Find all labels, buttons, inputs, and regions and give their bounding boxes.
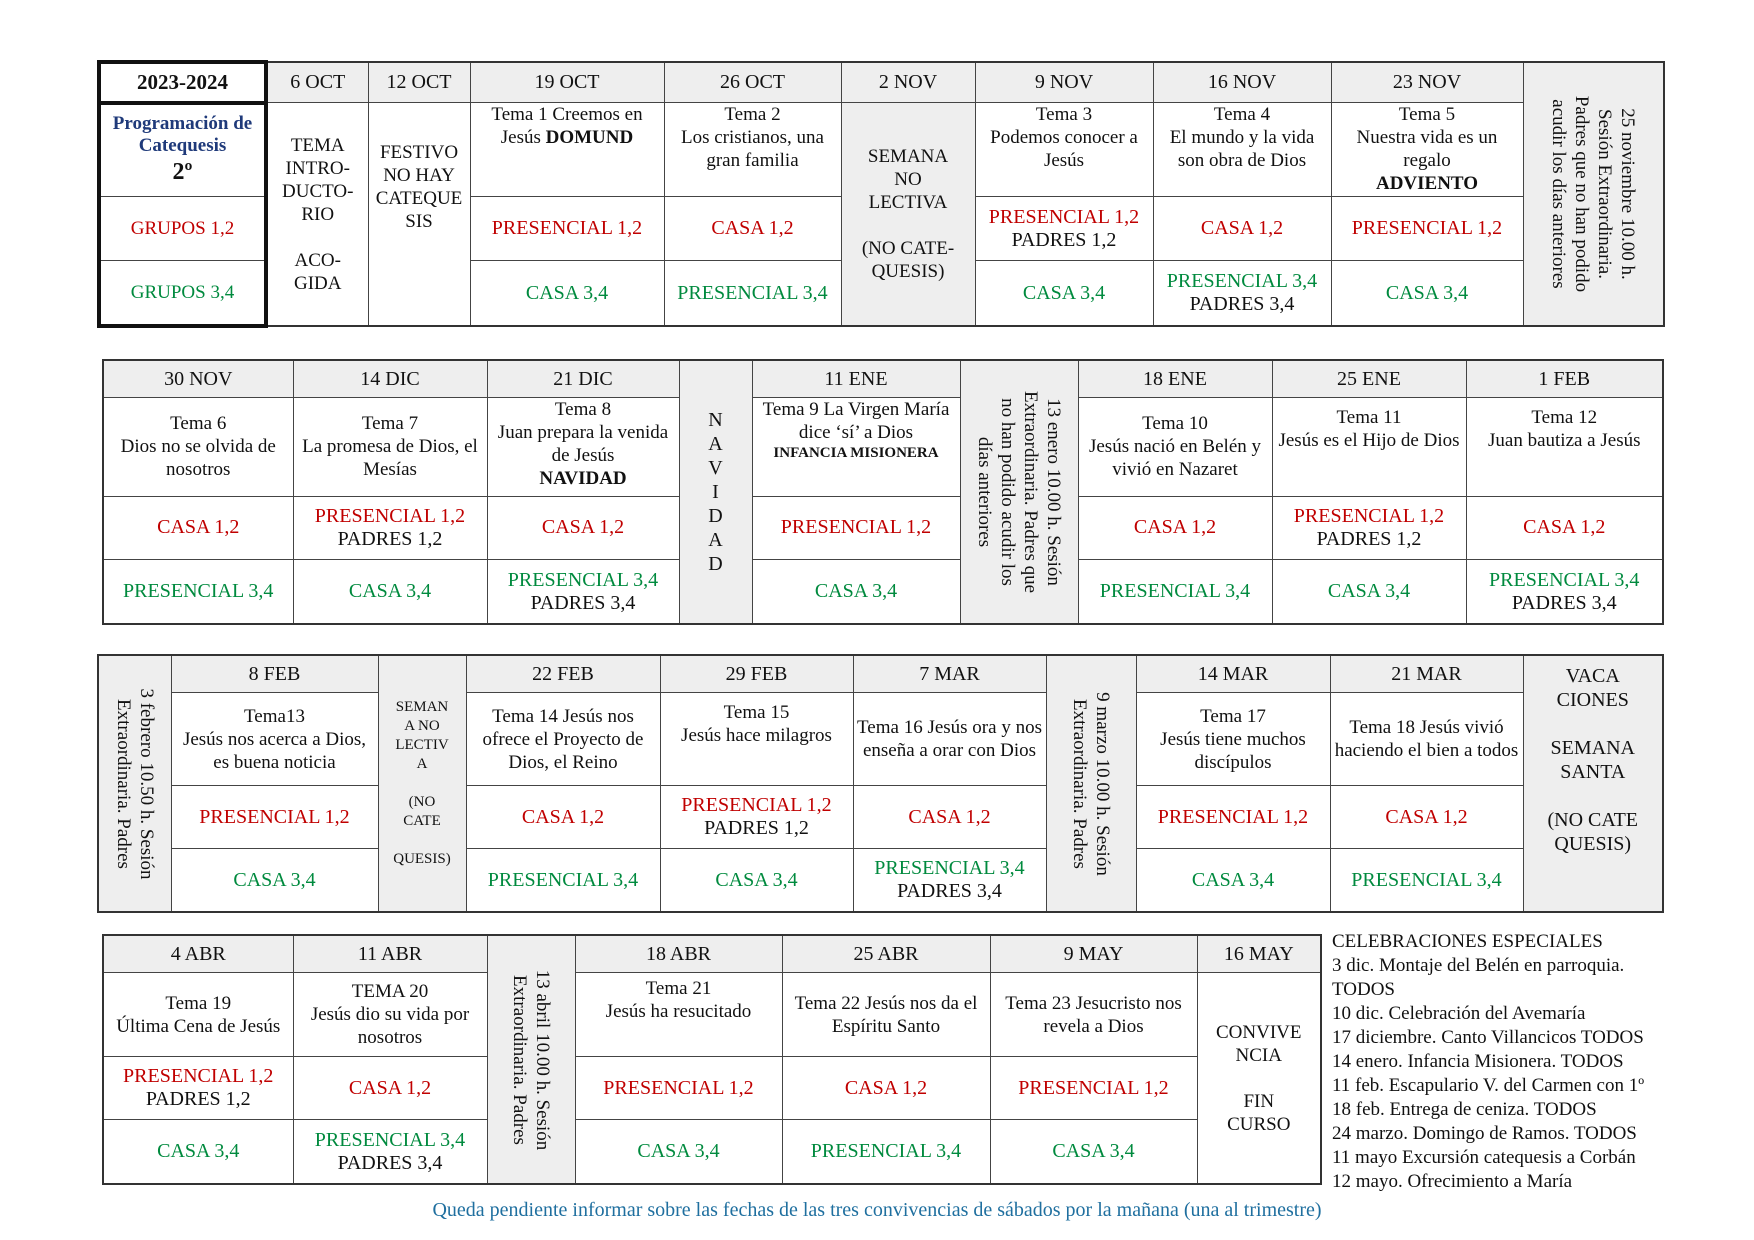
topic-title: Tema 4 El mundo y la vida son obra de Dios [1153, 103, 1331, 197]
intro-topic: TEMA INTRO- DUCTO- RIO ACO- GIDA [266, 103, 368, 326]
date-header: 9 NOV [975, 62, 1153, 103]
modality-3-4: CASA 3,4 [1331, 261, 1523, 326]
extra-session-text: 13 enero 10.00 h. Sesión Extraordinaria. Padres que no han podido acudir los días anteriores [974, 390, 1064, 594]
parents-1-2: PADRES 1,2 [145, 1088, 251, 1111]
footer-note: Queda pendiente informar sobre las fechas de las tres convivencias de sábados por la mañana (una al trimestre) [432, 1199, 1322, 1221]
extra-session-note [98, 655, 171, 912]
modality-1-2: PRESENCIAL 1,2 [1331, 197, 1523, 261]
topic-title: Tema 12 Juan bautiza a Jesús [1466, 398, 1663, 496]
topic-title: Tema 21 Jesús ha resucitado [575, 973, 782, 1057]
date-header: 2 NOV [841, 62, 975, 103]
extra-session-note [1046, 655, 1136, 912]
date-header: 25 ENE [1272, 360, 1466, 398]
topic-title: Tema 7 La promesa de Dios, el Mesías [293, 398, 487, 496]
modality-1-2: CASA 1,2 [487, 496, 679, 560]
celebration-item: TODOS [1332, 979, 1395, 1000]
modality-1-2-cell [975, 197, 1153, 261]
topic-highlight: ADVIENTO [1375, 173, 1479, 195]
date-header: 7 MAR [853, 655, 1046, 693]
topic-cell [1331, 103, 1523, 197]
modality-1-2: CASA 1,2 [293, 1056, 487, 1120]
date-header: 4 ABR [103, 935, 293, 973]
modality-3-4: CASA 3,4 [990, 1120, 1197, 1184]
modality-3-4: PRESENCIAL 3,4 [507, 568, 659, 591]
modality-1-2: CASA 1,2 [782, 1056, 990, 1120]
modality-3-4: CASA 3,4 [660, 849, 853, 913]
celebration-item: 24 marzo. Domingo de Ramos. TODOS [1332, 1123, 1637, 1144]
topic-title: Tema 14 Jesús nos ofrece el Proyecto de Dios, el Reino [466, 693, 660, 786]
celebration-item: 17 diciembre. Canto Villancicos TODOS [1332, 1027, 1644, 1048]
modality-3-4: CASA 3,4 [470, 261, 664, 326]
celebration-item: 11 mayo Excursión catequesis a Corbán [1332, 1147, 1636, 1168]
groups-1-2-label: GRUPOS 1,2 [99, 197, 266, 261]
topic-title: Tema 19 Última Cena de Jesús [103, 973, 293, 1057]
modality-1-2-cell [103, 1056, 293, 1120]
topic-highlight: INFANCIA MISIONERA [773, 445, 939, 462]
modality-1-2: PRESENCIAL 1,2 [990, 1056, 1197, 1120]
date-header: 14 MAR [1136, 655, 1330, 693]
parents-3-4: PADRES 3,4 [897, 880, 1002, 902]
modality-1-2: CASA 1,2 [103, 496, 293, 560]
topic-title: TEMA 20 Jesús dio su vida por nosotros [293, 973, 487, 1057]
extra-session-text: 25 noviembre 10.00 h. Sesión Extraordinaria. Padres que no han podido acudir los días anteriores [1548, 95, 1639, 293]
modality-3-4: PRESENCIAL 3,4 [1166, 270, 1318, 293]
date-header: 25 ABR [782, 935, 990, 973]
modality-3-4: CASA 3,4 [575, 1120, 782, 1184]
modality-3-4: PRESENCIAL 3,4 [874, 857, 1025, 879]
date-header: 14 DIC [293, 360, 487, 398]
date-header: 9 MAY [990, 935, 1197, 973]
date-header: 22 FEB [466, 655, 660, 693]
celebration-item: 14 enero. Infancia Misionera. TODOS [1332, 1051, 1624, 1072]
parents-3-4: PADRES 3,4 [337, 1151, 443, 1174]
christmas-break: N A V I D A D [679, 360, 752, 624]
date-header: 16 NOV [1153, 62, 1331, 103]
date-header: 11 ENE [752, 360, 960, 398]
modality-3-4: CASA 3,4 [975, 261, 1153, 326]
topic-cell [470, 103, 664, 197]
modality-3-4: CASA 3,4 [103, 1120, 293, 1184]
extra-session-note [487, 935, 575, 1184]
modality-1-2: PRESENCIAL 1,2 [988, 205, 1140, 228]
modality-1-2: PRESENCIAL 1,2 [1136, 786, 1330, 849]
topic-title: Tema 16 Jesús ora y nos enseña a orar con Dios [853, 693, 1046, 786]
special-celebrations [1332, 930, 1742, 1194]
modality-1-2-cell [660, 786, 853, 849]
modality-3-4: PRESENCIAL 3,4 [1489, 568, 1640, 591]
modality-1-2: CASA 1,2 [1330, 786, 1523, 849]
modality-3-4-cell [1153, 261, 1331, 326]
modality-3-4-cell [293, 1120, 487, 1184]
date-header: 8 FEB [171, 655, 378, 693]
modality-1-2: PRESENCIAL 1,2 [575, 1056, 782, 1120]
holy-week-break: VACA CIONES SEMANA SANTA (NO CATE QUESIS) [1523, 655, 1663, 912]
modality-3-4-cell [853, 849, 1046, 913]
date-header: 16 MAY [1197, 935, 1321, 973]
modality-1-2: PRESENCIAL 1,2 [470, 197, 664, 261]
extra-session-text: 9 marzo 10.00 h. Sesión Extraordinaria. Padres [1069, 691, 1113, 876]
date-header: 29 FEB [660, 655, 853, 693]
program-title-cell [99, 103, 266, 197]
modality-1-2: PRESENCIAL 1,2 [752, 496, 960, 560]
extra-session-text: 3 febrero 10.50 h. Sesión Extraordinaria. Padres [112, 687, 157, 880]
modality-3-4: PRESENCIAL 3,4 [314, 1128, 466, 1151]
modality-1-2: CASA 1,2 [853, 786, 1046, 849]
schedule-block-2 [102, 359, 1664, 625]
topic-title: Tema 3 Podemos conocer a Jesús [975, 103, 1153, 197]
modality-3-4-cell [1466, 560, 1663, 624]
modality-3-4: PRESENCIAL 3,4 [103, 560, 293, 624]
date-header: 1 FEB [1466, 360, 1663, 398]
modality-1-2: PRESENCIAL 1,2 [681, 794, 832, 816]
modality-1-2: CASA 1,2 [1466, 496, 1663, 560]
parents-1-2: PADRES 1,2 [1316, 527, 1422, 550]
topic-highlight: NAVIDAD [539, 468, 627, 490]
date-header: 11 ABR [293, 935, 487, 973]
topic-highlight: DOMUND [545, 127, 634, 149]
modality-3-4: CASA 3,4 [293, 560, 487, 624]
groups-3-4-label: GRUPOS 3,4 [99, 261, 266, 326]
topic-title: Tema 8 Juan prepara la venida de Jesús [497, 399, 669, 467]
parents-3-4: PADRES 3,4 [530, 591, 636, 614]
date-header: 23 NOV [1331, 62, 1523, 103]
date-header: 19 OCT [470, 62, 664, 103]
modality-1-2: CASA 1,2 [1078, 496, 1272, 560]
modality-1-2-cell [293, 496, 487, 560]
modality-3-4: CASA 3,4 [171, 849, 378, 913]
modality-3-4-cell [487, 560, 679, 624]
modality-3-4: PRESENCIAL 3,4 [1330, 849, 1523, 913]
topic-title: Tema 6 Dios no se olvida de nosotros [103, 398, 293, 496]
modality-1-2-cell [1272, 496, 1466, 560]
parents-1-2: PADRES 1,2 [704, 817, 809, 839]
modality-3-4: PRESENCIAL 3,4 [1078, 560, 1272, 624]
celebration-item: 10 dic. Celebración del Avemaría [1332, 1003, 1586, 1024]
celebration-item: 12 mayo. Ofrecimiento a María [1332, 1171, 1573, 1192]
date-header: 21 MAR [1330, 655, 1523, 693]
parents-3-4: PADRES 3,4 [1511, 591, 1617, 614]
modality-1-2: CASA 1,2 [664, 197, 841, 261]
date-header: 18 ABR [575, 935, 782, 973]
topic-cell [487, 398, 679, 496]
extra-session-note [960, 360, 1078, 624]
schedule-block-1 [97, 60, 1665, 328]
date-header: 12 OCT [368, 62, 470, 103]
topic-title: Tema 11 Jesús es el Hijo de Dios [1272, 398, 1466, 496]
modality-3-4: PRESENCIAL 3,4 [664, 261, 841, 326]
celebration-item: 3 dic. Montaje del Belén en parroquia. [1332, 955, 1625, 976]
schedule-block-3 [97, 654, 1664, 913]
extra-session-text: 13 abril 10.00 h. Sesión Extraordinaria. Padres [509, 969, 553, 1150]
topic-title: Tema13 Jesús nos acerca a Dios, es buena noticia [171, 693, 378, 786]
topic-title: Tema 22 Jesús nos da el Espíritu Santo [782, 973, 990, 1057]
no-class-week: SEMAN A NO LECTIV A (NO CATE QUESIS) [378, 655, 466, 912]
celebration-item: 18 feb. Entrega de ceniza. TODOS [1332, 1099, 1597, 1120]
modality-1-2: PRESENCIAL 1,2 [123, 1065, 274, 1088]
extra-session-note [1523, 62, 1664, 326]
modality-3-4: CASA 3,4 [1136, 849, 1330, 913]
topic-cell [752, 398, 960, 496]
topic-title: Tema 23 Jesucristo nos revela a Dios [990, 973, 1197, 1057]
modality-1-2: PRESENCIAL 1,2 [314, 504, 466, 527]
topic-title: Tema 15 Jesús hace milagros [660, 693, 853, 786]
celebration-item: 11 feb. Escapulario V. del Carmen con 1º [1332, 1075, 1645, 1096]
modality-1-2: CASA 1,2 [1153, 197, 1331, 261]
date-header: 21 DIC [487, 360, 679, 398]
topic-title: Tema 9 La Virgen María dice ‘sí’ a Dios [762, 399, 950, 444]
parents-1-2: PADRES 1,2 [337, 527, 443, 550]
topic-title: Tema 5 Nuestra vida es un regalo [1356, 104, 1498, 172]
holiday-note: FESTIVO NO HAY CATEQUE SIS [368, 103, 470, 326]
modality-3-4: PRESENCIAL 3,4 [782, 1120, 990, 1184]
date-header: 18 ENE [1078, 360, 1272, 398]
special-celebrations-title: CELEBRACIONES ESPECIALES [1332, 931, 1603, 952]
topic-title: Tema 2 Los cristianos, una gran familia [664, 103, 841, 197]
program-title: Programación de Catequesis [112, 113, 253, 157]
schedule-block-4 [102, 934, 1322, 1185]
modality-1-2: PRESENCIAL 1,2 [1293, 504, 1445, 527]
parents-3-4: PADRES 3,4 [1189, 293, 1295, 316]
end-of-course: CONVIVE NCIA FIN CURSO [1197, 973, 1321, 1184]
date-header: 26 OCT [664, 62, 841, 103]
modality-3-4: CASA 3,4 [1272, 560, 1466, 624]
school-year: 2023-2024 [99, 62, 266, 103]
date-header: 30 NOV [103, 360, 293, 398]
topic-title: Tema 1 Creemos en Jesús [491, 104, 643, 149]
modality-1-2: PRESENCIAL 1,2 [171, 786, 378, 849]
modality-1-2: CASA 1,2 [466, 786, 660, 849]
grade: 2º [172, 159, 193, 186]
topic-title: Tema 10 Jesús nació en Belén y vivió en Nazaret [1078, 398, 1272, 496]
date-header: 6 OCT [266, 62, 368, 103]
topic-title: Tema 18 Jesús vivió haciendo el bien a todos [1330, 693, 1523, 786]
no-class-week: SEMANA NO LECTIVA (NO CATE- QUESIS) [841, 103, 975, 326]
parents-1-2: PADRES 1,2 [1011, 228, 1117, 251]
topic-title: Tema 17 Jesús tiene muchos discípulos [1136, 693, 1330, 786]
modality-3-4: PRESENCIAL 3,4 [466, 849, 660, 913]
modality-3-4: CASA 3,4 [752, 560, 960, 624]
